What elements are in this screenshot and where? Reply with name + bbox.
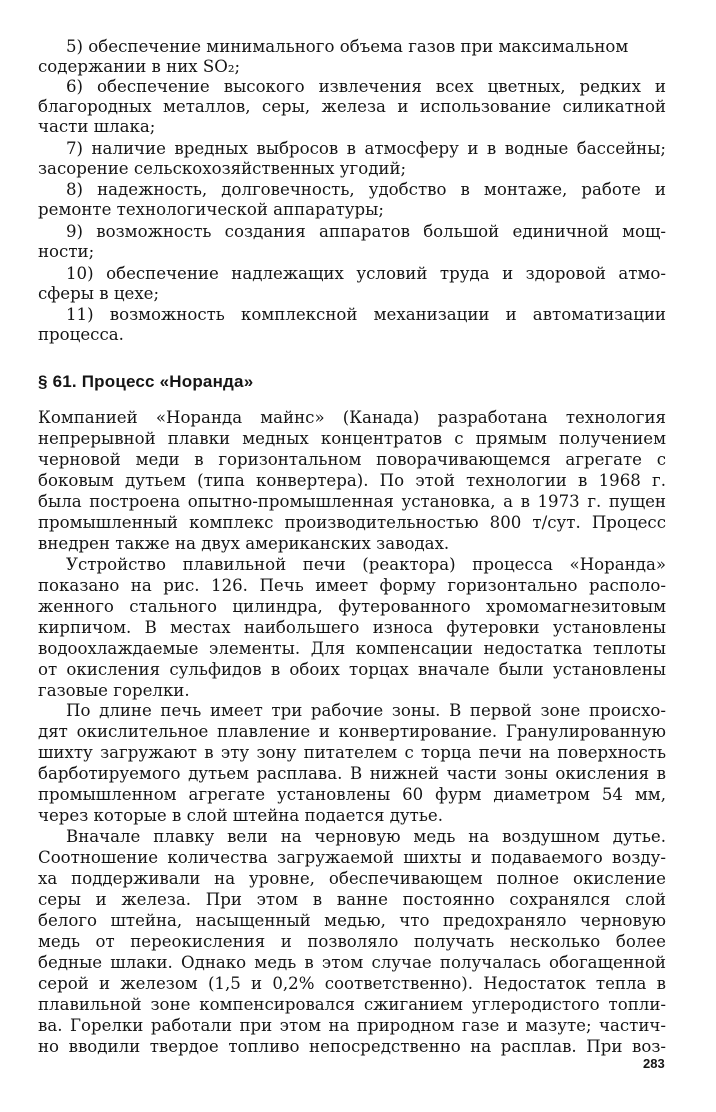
text-line: была построена опытно-промышленная установка, а в 1973 г. пущен [38,492,666,511]
text-line: барботируемого дутьем расплава. В нижней части зоны окисления в [38,764,666,783]
text-line: шихту загружают в эту зону питателем с торца печи на поверхность [38,743,666,762]
list-line: ности; [38,242,95,261]
list-line: 5) обеспечение минимального объема газов при максимальном [66,37,629,56]
text-line: дят окислительное плавление и конвертирование. Гранулированную [38,722,666,741]
text-line: непрерывной плавки медных концентратов с прямым получением [38,429,666,448]
list-line: ремонте технологической аппаратуры; [38,200,384,219]
text-line: Устройство плавильной печи (реактора) процесса «Норанда» [66,555,666,574]
list-line: 6) обеспечение высокого извлечения всех цветных, редких и [66,77,666,96]
text-line: плавильной зоне компенсировался сжиганием углеродистого топли- [38,995,666,1014]
list-line: засорение сельскохозяйственных угодий; [38,159,407,178]
list-line: части шлака; [38,117,156,136]
text-line: черновой меди в горизонтальном поворачивающемся агрегате с [38,450,666,469]
text-line: белого штейна, насыщенный медью, что предохраняло черновую [38,911,666,930]
list-line: 9) возможность создания аппаратов большой единичной мощ- [66,222,666,241]
text-line: ва. Горелки работали при этом на природном газе и мазуте; частич- [38,1016,666,1035]
page-number: 283 [643,1056,665,1071]
text-line: серой и железом (1,5 и 0,2% соответственно). Недостаток тепла в [38,974,666,993]
list-line: содержании в них SO₂; [38,57,241,76]
text-line: боковым дутьем (типа конвертера). По этой технологии в 1968 г. [38,471,666,490]
text-line: но вводили твердое топливо непосредственно на расплав. При воз- [38,1037,666,1056]
list-line: 10) обеспечение надлежащих условий труда и здоровой атмо- [66,264,666,283]
text-line: промышленном агрегате установлены 60 фурм диаметром 54 мм, [38,785,666,804]
text-line: серы и железа. При этом в ванне постоянно сохранялся слой [38,890,666,909]
text-line: Соотношение количества загружаемой шихты и подаваемого возду- [38,848,666,867]
text-line: газовые горелки. [38,681,190,700]
text-line: Вначале плавку вели на черновую медь на воздушном дутье. [66,827,666,846]
text-line: Компанией «Норанда майнс» (Канада) разработана технология [38,408,666,427]
text-line: ха поддерживали на уровне, обеспечивающем полное окисление [38,869,666,888]
text-line: внедрен также на двух американских заводах. [38,534,450,553]
text-line: женного стального цилиндра, футерованного хромомагнезитовым [38,597,666,616]
text-line: водоохлаждаемые элементы. Для компенсации недостатка теплоты [38,639,666,658]
text-line: кирпичом. В местах наибольшего износа футеровки установлены [38,618,666,637]
list-line: процесса. [38,325,124,344]
text-line: бедные шлаки. Однако медь в этом случае получалась обогащенной [38,953,666,972]
text-line: от окисления сульфидов в обоих торцах вначале были установлены [38,660,666,679]
text-line: По длине печь имеет три рабочие зоны. В первой зоне происхо- [66,701,666,720]
text-line: промышленный комплекс производительностью 800 т/сут. Процесс [38,513,666,532]
list-line: благородных металлов, серы, железа и использование силикатной [38,97,666,116]
list-line: 11) возможность комплексной механизации и автоматизации [66,305,666,324]
text-line: медь от переокисления и позволяло получать несколько более [38,932,666,951]
list-line: 8) надежность, долговечность, удобство в монтаже, работе и [66,180,666,199]
list-line: сферы в цехе; [38,284,160,303]
list-line: 7) наличие вредных выбросов в атмосферу и в водные бассейны; [66,139,666,158]
text-line: через которые в слой штейна подается дутье. [38,806,443,825]
text-line: показано на рис. 126. Печь имеет форму горизонтально располо- [38,576,666,595]
section-heading: § 61. Процесс «Норанда» [38,372,254,391]
